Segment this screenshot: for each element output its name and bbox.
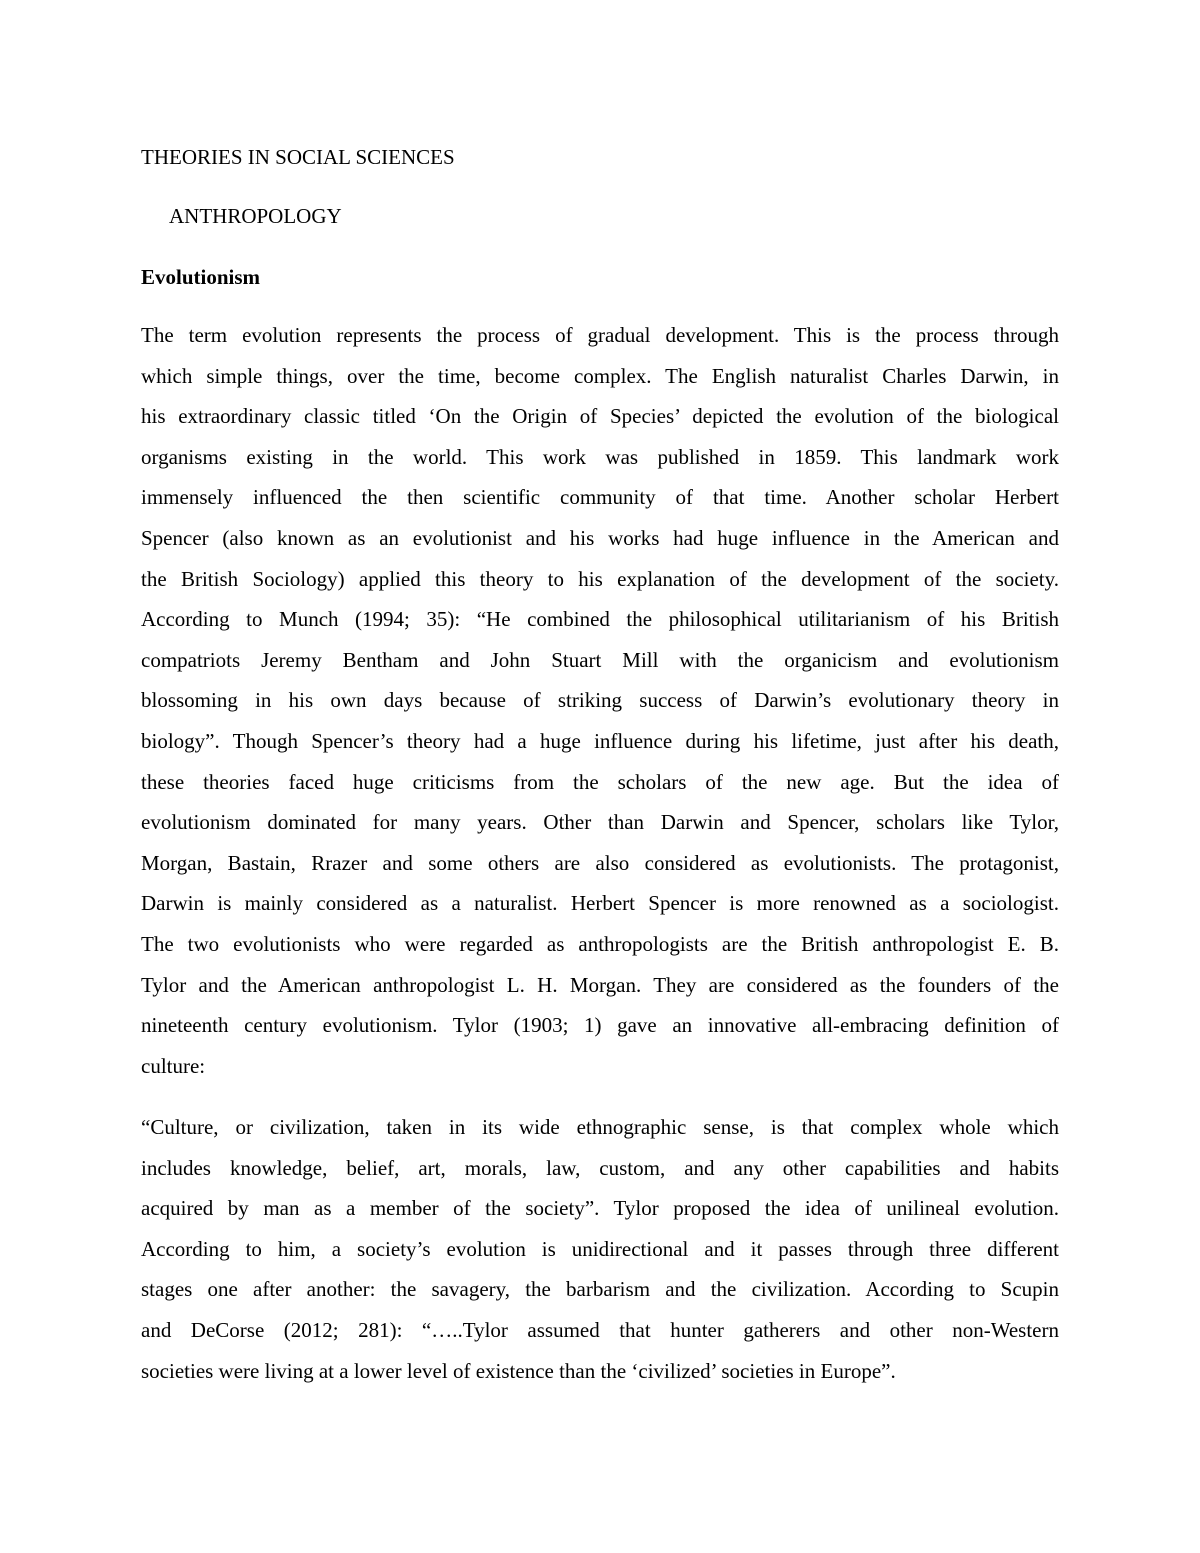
text-line: blossoming in his own days because of striking success of Darwin’s evolutionary theory in [141,688,1059,713]
text-line: immensely influenced the then scientific community of that time. Another scholar Herbert [141,485,1059,510]
text-line: The term evolution represents the process of gradual development. This is the process through [141,323,1059,347]
text-line: the British Sociology) applied this theory to his explanation of the development of the society. [141,566,1059,591]
text-line: Spencer (also known as an evolutionist and his works had huge influence in the American and [141,525,1059,550]
document-page [141,0,1059,1553]
text-line: these theories faced huge criticisms from the scholars of the new age. But the idea of [141,769,1059,794]
text-line: his extraordinary classic titled ‘On the Origin of Species’ depicted the evolution of the biological [141,404,1059,429]
text-line: According to him, a society’s evolution is unidirectional and it passes through three different [141,1236,1059,1261]
text-line: culture: [141,1053,206,1078]
text-line: Tylor and the American anthropologist L. H. Morgan. They are considered as the founders of the [141,972,1059,997]
document-subtitle: ANTHROPOLOGY [169,204,342,228]
text-line: According to Munch (1994; 35): “He combined the philosophical utilitarianism of his British [141,607,1059,632]
document-title: THEORIES IN SOCIAL SCIENCES [141,145,455,169]
text-line: nineteenth century evolutionism. Tylor (1903; 1) gave an innovative all-embracing definition of [141,1013,1059,1038]
text-line: acquired by man as a member of the society”. Tylor proposed the idea of unilineal evolution. [141,1196,1059,1221]
text-line: stages one after another: the savagery, the barbarism and the civilization. According to Scupin [141,1277,1059,1302]
text-line: evolutionism dominated for many years. Other than Darwin and Spencer, scholars like Tylor, [141,810,1059,835]
text-line: which simple things, over the time, become complex. The English naturalist Charles Darwin, in [141,363,1059,388]
quote-paragraph [141,1107,1059,1391]
text-line: and DeCorse (2012; 281): “…..Tylor assumed that hunter gatherers and other non-Western [141,1317,1059,1342]
text-line: societies were living at a lower level of existence than the ‘civilized’ societies in Europe”. [141,1358,896,1383]
section-heading: Evolutionism [141,265,261,289]
text-line: compatriots Jeremy Bentham and John Stuart Mill with the organicism and evolutionism [141,647,1059,672]
text-line: Morgan, Bastain, Rrazer and some others are also considered as evolutionists. The protagonist, [141,850,1059,875]
text-line: “Culture, or civilization, taken in its wide ethnographic sense, is that complex whole which [141,1115,1059,1139]
text-line: biology”. Though Spencer’s theory had a huge influence during his lifetime, just after his death, [141,728,1059,753]
body-paragraph [141,315,1059,1086]
text-line: organisms existing in the world. This work was published in 1859. This landmark work [141,444,1059,469]
text-line: Darwin is mainly considered as a naturalist. Herbert Spencer is more renowned as a sociologist. [141,891,1059,916]
text-line: The two evolutionists who were regarded as anthropologists are the British anthropologist E. B. [141,931,1059,956]
text-line: includes knowledge, belief, art, morals, law, custom, and any other capabilities and habits [141,1155,1059,1180]
